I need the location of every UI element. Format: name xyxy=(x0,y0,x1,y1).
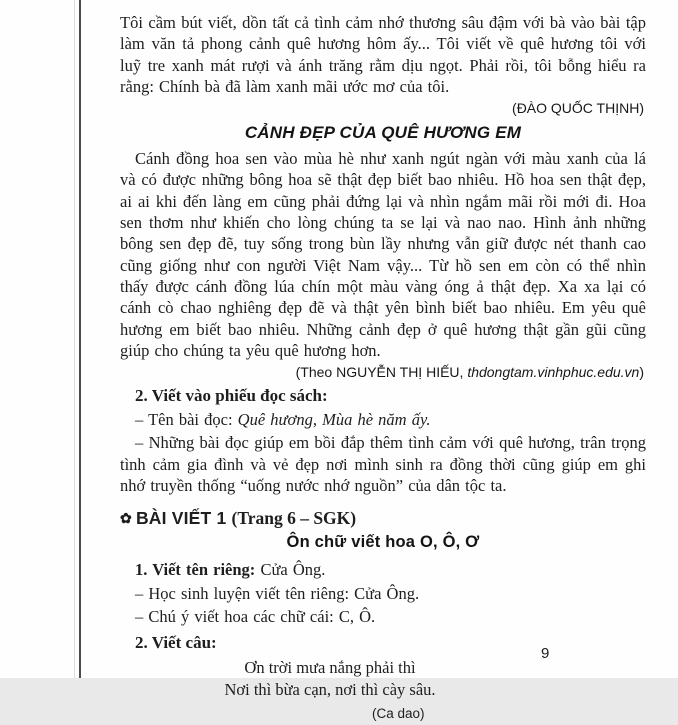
poem xyxy=(120,657,540,725)
baiviet-note1: – Học sinh luyện viết tên riêng: Cửa Ông. xyxy=(135,583,420,603)
spine-halo-line xyxy=(74,0,75,678)
baiviet-task2-label: 2. Viết câu: xyxy=(135,633,217,653)
spine-line xyxy=(79,0,81,678)
essay-body: Cánh đồng hoa sen vào mùa hè như xanh ngút ngàn với màu xanh của lá và có được những bông hoa sẽ thật đẹp biết bao nhiêu. Hồ hoa sen thật đẹp, ai ai khi đến làng em cũng phải đứng lại và nhìn ngắm mãi rồi mới đi. Hoa sen thơm như khiến cho lòng chúng ta se lại và nao nao. Hình ảnh những bông sen đẹp đẽ, tuy sống trong bùn lầy nhưng vẫn giữ được nét thanh cao cũng giống như con người Việt Nam vậy... Từ hồ sen em còn có thể nhìn thấy được cánh đồng lúa chín một màu vàng óng ả thật đẹp. Xa xa lại có cánh cò chao nghiêng đẹp đẽ và thật yên bình biết bao nhiêu. Em yêu quê hương em biết bao nhiêu. Những cảnh đẹp ở quê hương thật gần gũi cũng giúp cho chúng ta yêu quê hương hơn. xyxy=(120,149,646,360)
task2-item1-book-titles: Quê hương, Mùa hè năm ấy. xyxy=(237,410,431,430)
baiviet-note2: – Chú ý viết hoa các chữ cái: C, Ô. xyxy=(135,606,376,626)
baiviet-heading xyxy=(120,508,646,529)
flower-icon: ✿ xyxy=(120,510,132,527)
intro-attribution: (ĐÀO QUỐC THỊNH) xyxy=(512,100,644,117)
baiviet-task1 xyxy=(120,559,646,580)
essay-attribution-suffix: ) xyxy=(639,364,644,381)
baiviet-task1-label: 1. Viết tên riêng: xyxy=(135,560,261,580)
intro-paragraph: Tôi cầm bút viết, dồn tất cả tình cảm nhớ thương sâu đậm với bà vào bài tập làm văn tả phong cảnh quê hương hôm ấy... Tôi viết về quê hương tôi với luỹ tre xanh mát rượi và ánh trăng rằm dịu ngọt. Phải rồi, tôi bỗng hiểu ra rằng: Chính bà đã làm xanh mãi ước mơ của tôi. xyxy=(120,13,646,96)
task2-heading: 2. Viết vào phiếu đọc sách: xyxy=(135,386,328,406)
task2-item-title xyxy=(120,409,646,430)
task2-item1-prefix: – Tên bài đọc: xyxy=(135,410,238,430)
essay-attribution-source: thdongtam.vinhphuc.edu.vn xyxy=(467,364,640,381)
poem-line-1: Ơn trời mưa nắng phải thì xyxy=(244,658,416,678)
task2-item-note: – Những bài đọc giúp em bồi đắp thêm tình cảm với quê hương, trân trọng tình cảm gia đình và vẻ đẹp nơi mình sinh ra đồng thời cũng giúp em ghi nhớ truyền thống “uống nước nhớ nguồn” của dân tộc ta. xyxy=(120,433,646,496)
essay-attribution-prefix: (Theo NGUYỄN THỊ HIẾU, xyxy=(295,364,468,381)
baiviet-page-ref: (Trang 6 – SGK) xyxy=(231,508,357,529)
essay-attribution xyxy=(120,364,644,380)
baiviet-title: BÀI VIẾT 1 xyxy=(135,508,232,529)
poem-attribution: (Ca dao) xyxy=(372,706,425,722)
essay-title: CẢNH ĐẸP CỦA QUÊ HƯƠNG EM xyxy=(244,123,522,143)
baiviet-subtitle: Ôn chữ viết hoa O, Ô, Ơ xyxy=(286,533,480,552)
baiviet-task1-value: Cửa Ông. xyxy=(260,560,326,580)
page-number: 9 xyxy=(541,645,550,662)
poem-line-2: Nơi thì bừa cạn, nơi thì cày sâu. xyxy=(224,679,436,699)
page-content xyxy=(120,12,646,725)
